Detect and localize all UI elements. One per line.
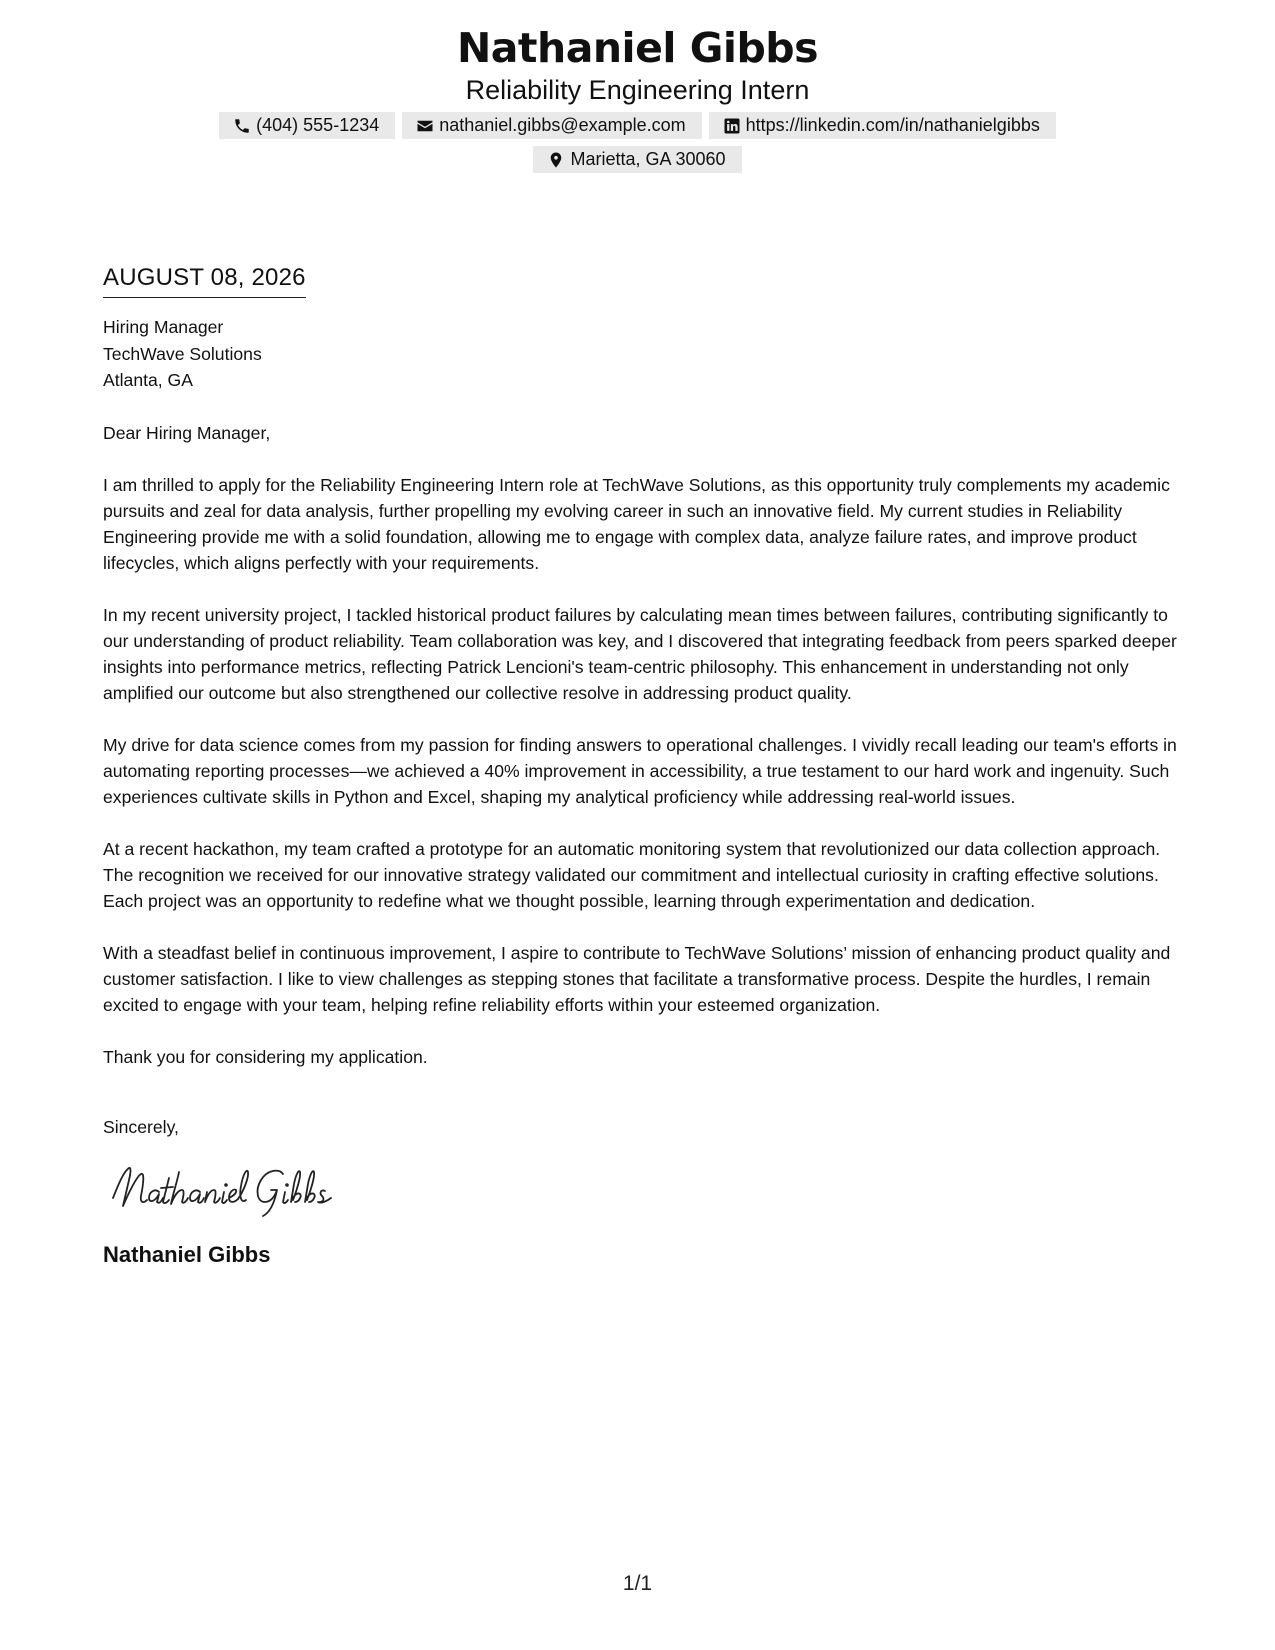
letter-date: AUGUST 08, 2026: [103, 262, 306, 298]
handwritten-signature: [107, 1158, 367, 1220]
page-number: 1/1: [622, 1572, 653, 1595]
recipient-block: [103, 314, 1178, 394]
body-paragraph: [103, 836, 1178, 914]
location-chip: [533, 146, 741, 173]
location-text: Marietta, GA 30060: [570, 149, 726, 169]
recipient-line: Atlanta, GA: [103, 370, 193, 390]
envelope-icon: [416, 117, 434, 135]
contact-row-primary: [0, 112, 1275, 139]
recipient-line: TechWave Solutions: [103, 343, 262, 364]
email-chip[interactable]: [402, 112, 701, 139]
contact-row-secondary: [0, 146, 1275, 173]
paragraph-text: I am thrilled to apply for the Reliability Engineering Intern role at TechWave Solutions, as this opportunity truly complements my academic pursuits and zeal for data analysis, further propelling my evolving career in such an innovative field. My current studies in Reliability Engineering provide me with a solid foundation, allowing me to engage with complex data, analyze failure rates, and improve product lifecycles, which aligns perfectly with your requirements.: [103, 474, 1170, 573]
applicant-name: Nathaniel Gibbs: [456, 24, 819, 72]
linkedin-url[interactable]: https://linkedin.com/in/nathanielgibbs: [745, 115, 1040, 135]
phone-number: (404) 555-1234: [256, 115, 380, 135]
phone-chip: [219, 112, 395, 139]
paragraph-text: With a steadfast belief in continuous improvement, I aspire to contribute to TechWave Solutions’ mission of enhancing product quality and customer satisfaction. I like to view challenges as stepping stones that facilitate a transformative process. Despite the hurdles, I remain excited to engage with your team, helping refine reliability efforts within your esteemed organization.: [103, 942, 1171, 1015]
recipient-line: Hiring Manager: [103, 317, 224, 337]
map-marker-icon: [547, 151, 565, 169]
body-paragraph: [103, 732, 1178, 810]
email-address[interactable]: nathaniel.gibbs@example.com: [439, 115, 686, 135]
phone-icon: [233, 117, 251, 135]
closing-line: Thank you for considering my application.: [103, 1046, 428, 1067]
body-paragraph: [103, 602, 1178, 706]
body-paragraph: [103, 472, 1178, 576]
linkedin-icon: [723, 117, 741, 135]
signoff: Sincerely,: [103, 1116, 179, 1137]
applicant-title: Reliability Engineering Intern: [465, 75, 810, 105]
body-paragraph: [103, 940, 1178, 1018]
letter-body: [103, 262, 1178, 1269]
salutation: Dear Hiring Manager,: [103, 422, 271, 443]
paragraph-text: In my recent university project, I tackled historical product failures by calculating mean times between failures, contributing significantly to our understanding of product reliability. Team collaboration was key, and I discovered that integrating feedback from peers sparked deeper insights into performance metrics, reflecting Patrick Lencioni's team-centric philosophy. This enhancement in understanding not only amplified our outcome but also strengthened our collective resolve in addressing product quality.: [103, 604, 1177, 703]
paragraph-text: At a recent hackathon, my team crafted a prototype for an automatic monitoring system that revolutionized our data collection approach. The recognition we received for our innovative strategy validated our commitment and intellectual curiosity in crafting effective solutions. Each project was an opportunity to redefine what we thought possible, learning through experimentation and dedication.: [103, 838, 1161, 911]
linkedin-chip[interactable]: [709, 112, 1056, 139]
paragraph-text: My drive for data science comes from my passion for finding answers to operational challenges. I vividly recall leading our team's efforts in automating reporting processes—we achieved a 40% improvement in accessibility, a true testament to our hard work and ingenuity. Such experiences cultivate skills in Python and Excel, shaping my analytical proficiency while addressing real-world issues.: [103, 734, 1177, 807]
signed-name: Nathaniel Gibbs: [103, 1241, 271, 1267]
letter-header: [0, 22, 1275, 173]
